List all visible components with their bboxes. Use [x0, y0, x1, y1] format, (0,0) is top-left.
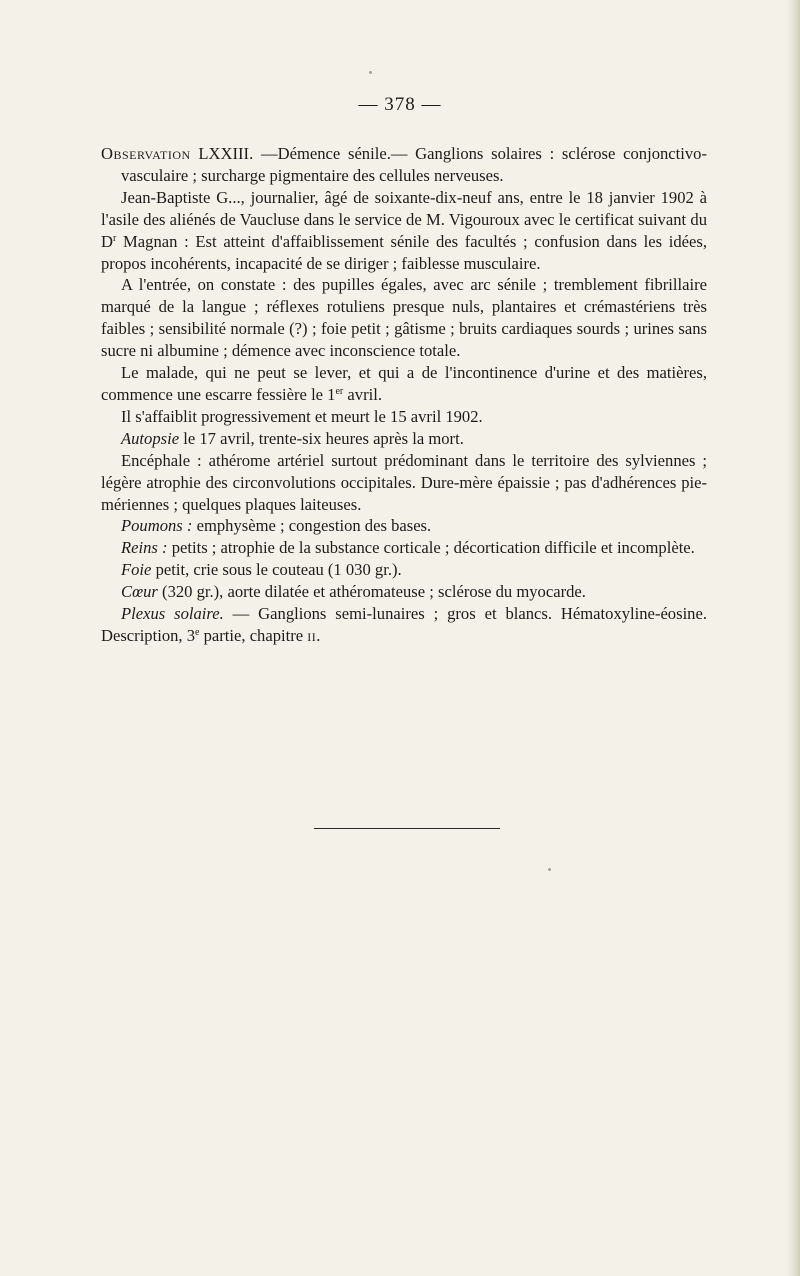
section-label: Foie — [121, 560, 152, 580]
observation-title: —Démence sénile.— Ganglions solaires : sclérose conjonctivo-vasculaire ; surcharge pigmentaire des cellules nerveuses. — [121, 144, 707, 185]
chapter-number: ii. — [307, 625, 321, 645]
paragraph-incontinence — [101, 362, 707, 406]
superscript: r — [112, 232, 117, 244]
paragraph-reins — [101, 537, 707, 559]
paragraph-foie — [101, 559, 707, 581]
paragraph-text: partie, chapitre — [199, 625, 308, 645]
section-label: Cœur — [121, 582, 158, 602]
ink-speck — [548, 868, 551, 871]
paragraph-text: petits ; atrophie de la substance corticale ; décortication difficile et incomplète. — [167, 538, 695, 558]
paragraph-text: emphysème ; congestion des bases. — [192, 516, 432, 536]
superscript: er — [335, 385, 344, 397]
paragraph-text: — Ganglions semi-lunaires ; gros et blancs. Hématoxyline-éosine. Description, 3 — [101, 604, 707, 645]
paragraph-encephale: Encéphale : athérome artériel surtout prédominant dans le territoire des sylviennes ; légère atrophie des circonvolutions occipitales. Dure-mère épaissie ; pas d'adhérences pie-mériennes ; quelques plaques laiteuses. — [101, 450, 707, 514]
paragraph-poumons — [101, 515, 707, 537]
section-label: Reins : — [121, 538, 168, 558]
paragraph-text: Magnan : Est atteint d'affaiblissement sénile des facultés ; confusion dans les idées, propos incohérents, incapacité de se diriger ; faiblesse musculaire. — [101, 231, 707, 273]
section-label: Autopsie — [121, 428, 180, 448]
paragraph-admission — [101, 187, 707, 275]
paragraph-text: petit, crie sous le couteau (1 030 gr.). — [151, 560, 402, 580]
page-number: — 378 — — [358, 94, 442, 115]
paragraph-text: Jean-Baptiste G..., journalier, âgé de soixante-dix-neuf ans, entre le 18 janvier 1902 à l'asile des aliénés de Vaucluse dans le service de M. Vigouroux avec le certificat suivant du D — [101, 187, 707, 251]
paragraph-entry-exam: A l'entrée, on constate : des pupilles égales, avec arc sénile ; tremblement fibrillaire marqué de la langue ; réflexes rotuliens presque nuls, plantaires et crémastériens très faibles ; sensibilité normale (?) ; foie petit ; gâtisme ; bruits cardiaques sourds ; urines sans sucre ni albumine ; démence avec inconscience totale. — [101, 275, 707, 361]
paragraph-text: Le malade, qui ne peut se lever, et qui a de l'incontinence d'urine et des matières, commence une escarre fessière le 1 — [101, 363, 707, 404]
paragraph-text: avril. — [343, 384, 382, 404]
paragraph-plexus — [101, 603, 707, 647]
observation-number: LXXIII. — [198, 144, 254, 163]
observation-heading — [101, 143, 707, 187]
paragraph-text: le 17 avril, trente-six heures après la mort. — [179, 428, 464, 448]
end-rule — [314, 828, 500, 829]
observation-label: Observation — [101, 144, 191, 163]
ink-speck — [369, 71, 372, 74]
paragraph-coeur — [101, 581, 707, 603]
paragraph-autopsy — [101, 428, 707, 450]
superscript: e — [195, 626, 200, 638]
observation-text — [101, 143, 707, 647]
page-edge-shadow — [786, 0, 800, 1276]
paragraph-death: Il s'affaiblit progressivement et meurt le 15 avril 1902. — [121, 406, 483, 426]
section-label: Plexus solaire. — [121, 604, 224, 624]
section-label: Poumons : — [121, 516, 193, 536]
paragraph-text: (320 gr.), aorte dilatée et athéromateuse ; sclérose du myocarde. — [157, 582, 586, 602]
